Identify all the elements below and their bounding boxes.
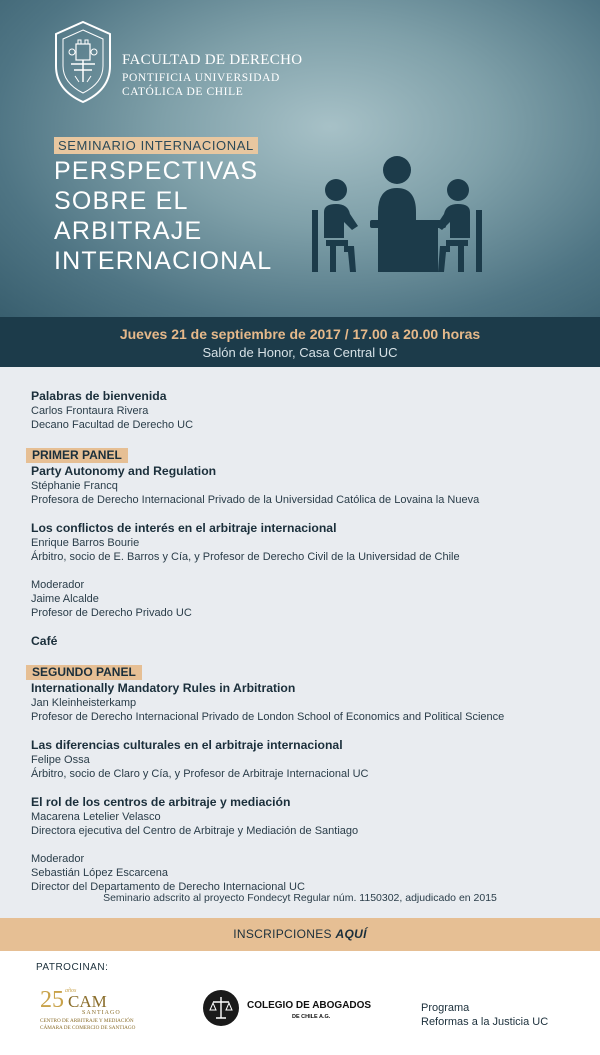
speaker-name: Stéphanie Francq [31, 480, 118, 492]
title-line-2: SOBRE EL [54, 187, 189, 215]
break-item [31, 634, 600, 649]
welcome-role: Decano Facultad de Derecho UC [31, 419, 194, 431]
panel-2-talk-3 [31, 795, 600, 838]
moderator-name: Sebastián López Escarcena [31, 867, 168, 879]
title-line-1: PERSPECTIVAS [54, 157, 259, 185]
speaker-name: Jan Kleinheisterkamp [31, 697, 137, 709]
welcome-title: Palabras de bienvenida [31, 389, 167, 403]
registration-band[interactable] [0, 918, 600, 951]
panel-1-tag: PRIMER PANEL [26, 448, 128, 463]
scales-icon [202, 989, 240, 1027]
event-venue: Salón de Honor, Casa Central UC [202, 345, 398, 360]
meeting-icon [304, 150, 490, 274]
page-title [54, 156, 272, 276]
colegio-sub: DE CHILE A.G. [292, 1014, 331, 1020]
fondecyt-footnote: Seminario adscrito al proyecto Fondecyt Regular núm. 1150302, adjudicado en 2015 [103, 892, 497, 904]
moderator-role: Profesor de Derecho Privado UC [31, 607, 192, 619]
moderator-name: Jaime Alcalde [31, 593, 99, 605]
cam-line-1: CENTRO DE ARBITRAJE Y MEDIACIÓN [40, 1018, 134, 1024]
speaker-role: Directora ejecutiva del Centro de Arbitraje y Mediación de Santiago [31, 825, 359, 837]
speaker-role: Árbitro, socio de E. Barros y Cía, y Profesor de Derecho Civil de la Universidad de Chile [31, 551, 460, 563]
date-band [0, 317, 600, 367]
university-line-1: PONTIFICIA UNIVERSIDAD [122, 72, 280, 84]
registration-link[interactable]: AQUÍ [335, 927, 367, 941]
cam-logo [38, 983, 146, 1033]
talk-title: Party Autonomy and Regulation [31, 464, 217, 478]
faculty-block [122, 52, 302, 99]
cam-years-word: años [65, 988, 77, 994]
panel-1-moderator [31, 578, 600, 620]
panel-2-talk-1 [31, 681, 600, 724]
cam-name: CAM [68, 992, 107, 1011]
programa-reformas [421, 1001, 548, 1029]
speaker-role: Profesora de Derecho Internacional Privado de la Universidad Católica de Lovaina la Nueva [31, 494, 480, 506]
program-section [0, 367, 600, 918]
talk-title: Los conflictos de interés en el arbitraje internacional [31, 521, 337, 535]
cam-years: 25 [40, 987, 64, 1013]
programa-line-2: Reformas a la Justicia UC [421, 1016, 549, 1028]
event-date-time: Jueves 21 de septiembre de 2017 / 17.00 a 20.00 horas [119, 326, 481, 342]
break-label: Café [31, 634, 58, 648]
university-line-2: CATÓLICA DE CHILE [122, 86, 244, 98]
speaker-name: Macarena Letelier Velasco [31, 811, 161, 823]
speaker-name: Enrique Barros Bourie [31, 537, 140, 549]
cam-city: SANTIAGO [82, 1010, 121, 1016]
speaker-name: Felipe Ossa [31, 754, 90, 766]
faculty-name: FACULTAD DE DERECHO [122, 52, 303, 68]
welcome-item [31, 389, 600, 432]
talk-title: El rol de los centros de arbitraje y mediación [31, 795, 291, 809]
panel-2-moderator [31, 852, 600, 894]
programa-line-1: Programa [421, 1002, 470, 1014]
seminar-tag: SEMINARIO INTERNACIONAL [54, 137, 258, 154]
welcome-name: Carlos Frontaura Rivera [31, 405, 149, 417]
talk-title: Internationally Mandatory Rules in Arbitration [31, 681, 296, 695]
cam-line-2: CÁMARA DE COMERCIO DE SANTIAGO [40, 1025, 136, 1031]
panel-2-tag: SEGUNDO PANEL [26, 665, 142, 680]
panel-1-talk-1 [31, 464, 600, 507]
panel-2-talk-2 [31, 738, 600, 781]
header-banner [0, 0, 600, 317]
university-crest-icon [52, 20, 114, 104]
moderator-label: Moderador [31, 579, 85, 591]
speaker-role: Árbitro, socio de Claro y Cía, y Profesor de Arbitraje Internacional UC [31, 768, 369, 780]
moderator-role: Director del Departamento de Derecho Internacional UC [31, 881, 305, 893]
title-line-3: ARBITRAJE [54, 217, 203, 245]
speaker-role: Profesor de Derecho Internacional Privado de London School of Economics and Political Science [31, 711, 505, 723]
sponsors-label: PATROCINAN: [36, 962, 109, 973]
talk-title: Las diferencias culturales en el arbitraje internacional [31, 738, 343, 752]
title-line-4: INTERNACIONAL [54, 247, 273, 275]
colegio-name: COLEGIO DE ABOGADOS [247, 1000, 372, 1011]
registration-label: INSCRIPCIONES [233, 927, 332, 941]
moderator-label: Moderador [31, 853, 85, 865]
panel-1-talk-2 [31, 521, 600, 564]
